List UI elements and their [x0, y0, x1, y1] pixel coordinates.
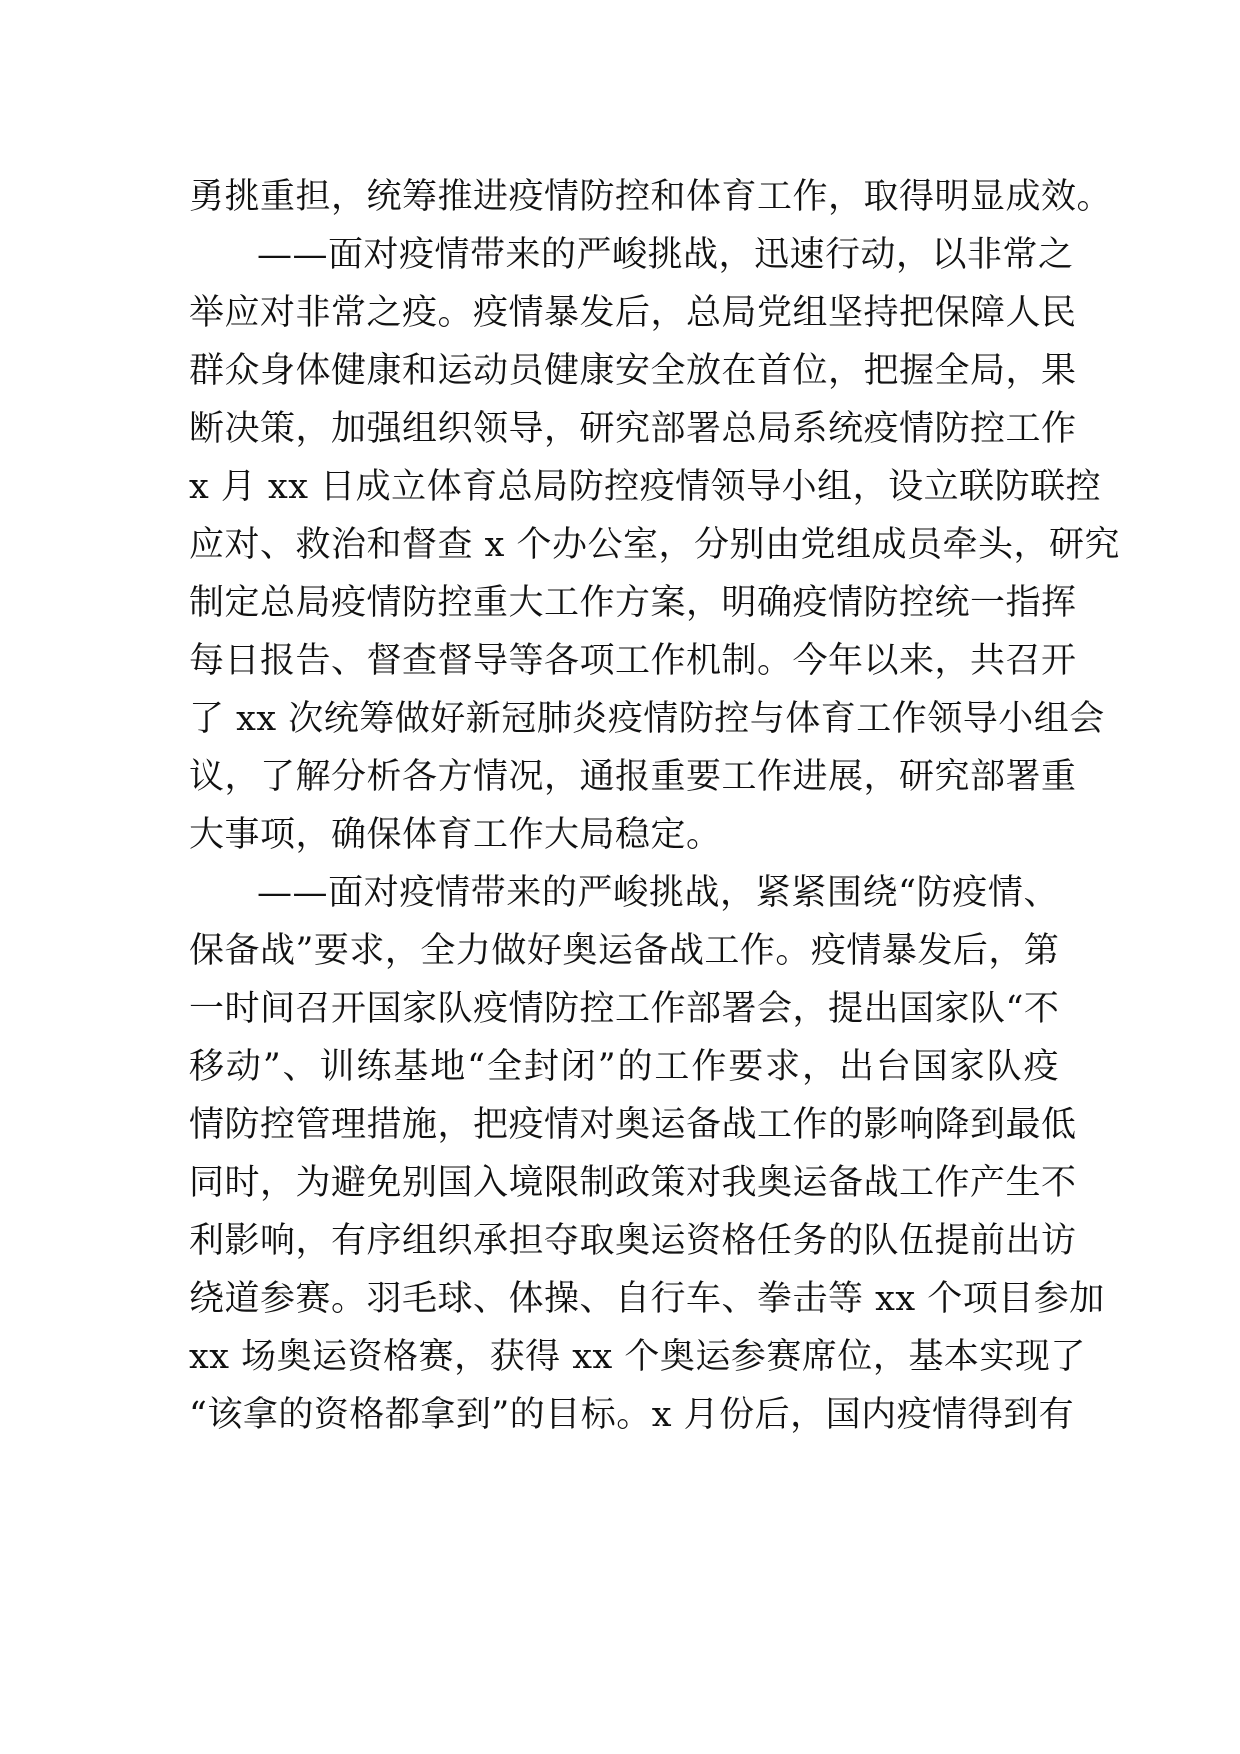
text-line: 群众身体健康和运动员健康安全放在首位，把握全局，果: [189, 351, 1077, 391]
text-line: 保备战”要求，全力做好奥运备战工作。疫情暴发后，第: [189, 931, 1060, 971]
text-line: 每日报告、督查督导等各项工作机制。今年以来，共召开: [189, 641, 1077, 681]
text-line: 断决策，加强组织领导，研究部署总局系统疫情防控工作: [189, 409, 1077, 449]
text-line: 议，了解分析各方情况，通报重要工作进展，研究部署重: [189, 757, 1077, 797]
text-line: “该拿的资格都拿到”的目标。x 月份后，国内疫情得到有: [189, 1395, 1075, 1435]
text-line: 大事项，确保体育工作大局稳定。: [189, 815, 722, 855]
text-line: 绕道参赛。羽毛球、体操、自行车、拳击等 xx 个项目参加: [189, 1279, 1105, 1319]
text-line: 举应对非常之疫。疫情暴发后，总局党组坚持把保障人民: [189, 293, 1077, 333]
text-line: ——面对疫情带来的严峻挑战，迅速行动，以非常之: [257, 235, 1074, 275]
text-line: 同时，为避免别国入境限制政策对我奥运备战工作产生不: [189, 1163, 1077, 1203]
text-line: 制定总局疫情防控重大工作方案，明确疫情防控统一指挥: [189, 583, 1077, 623]
text-line: 应对、救治和督查 x 个办公室，分别由党组成员牵头，研究: [189, 525, 1120, 565]
text-line: 情防控管理措施，把疫情对奥运备战工作的影响降到最低: [189, 1105, 1077, 1145]
text-line: 了 xx 次统筹做好新冠肺炎疫情防控与体育工作领导小组会: [189, 699, 1105, 739]
text-line: ——面对疫情带来的严峻挑战，紧紧围绕“防疫情、: [257, 873, 1059, 913]
text-line: x 月 xx 日成立体育总局防控疫情领导小组，设立联防联控: [189, 467, 1102, 507]
text-line: xx 场奥运资格赛，获得 xx 个奥运参赛席位，基本实现了: [189, 1337, 1086, 1377]
text-line: 勇挑重担，统筹推进疫情防控和体育工作，取得明显成效。: [189, 177, 1113, 217]
text-line: 一时间召开国家队疫情防控工作部署会，提出国家队“不: [189, 989, 1060, 1029]
text-line: 利影响，有序组织承担夺取奥运资格任务的队伍提前出访: [189, 1221, 1077, 1261]
text-line: 移动”、训练基地“全封闭”的工作要求，出台国家队疫: [189, 1047, 1059, 1087]
